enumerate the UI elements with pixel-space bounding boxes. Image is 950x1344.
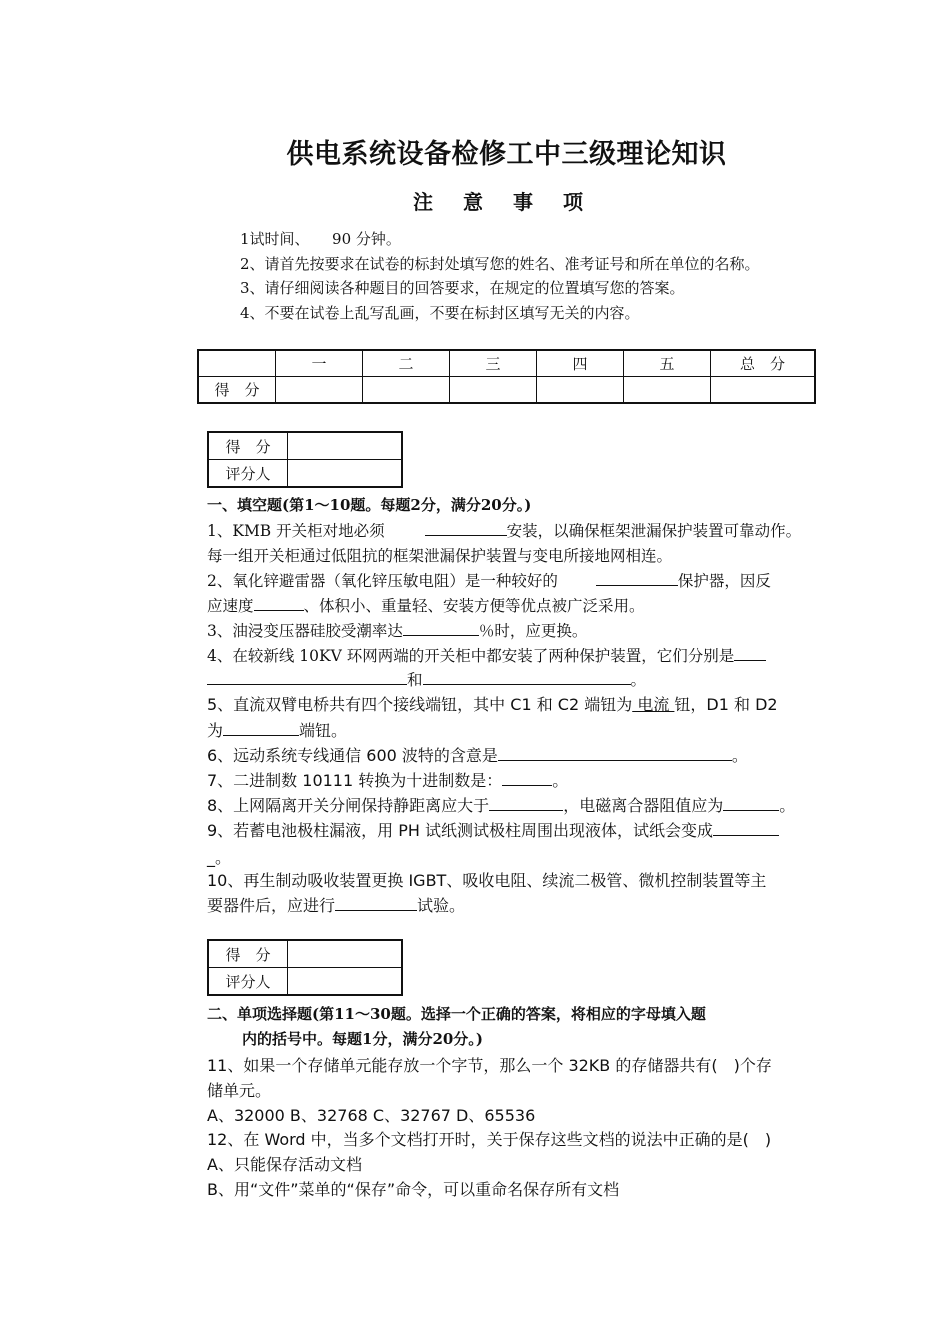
q10-text-c: 试验。 <box>417 896 466 915</box>
q5-line-2 <box>207 718 347 741</box>
grader-name-cell[interactable] <box>288 460 403 488</box>
q11-options: A、32000 B、32768 C、32767 D、65536 <box>207 1106 536 1125</box>
section-2-heading-2: 内的括号中。每题1分，满分20分。) <box>242 1030 483 1048</box>
grader-2-score-label: 得 分 <box>208 940 288 968</box>
q10-line-1: 10、再生制动吸收装置更换 IGBT、吸收电阻、续流二极管、微机控制装置等主 <box>207 871 767 890</box>
q5-answer: 电流 <box>632 695 675 714</box>
q8-text-c: 。 <box>779 796 796 815</box>
q2-line-1 <box>207 569 771 591</box>
q6-line <box>207 743 748 766</box>
q4-text-a: 4、在较新线 10KV 环网两端的开关柜中都安装了两种保护装置，它们分别是 <box>207 647 735 665</box>
q9-line-2: _。 <box>207 848 232 867</box>
q10-line-2 <box>207 893 465 916</box>
score-row-label: 得 分 <box>198 377 276 404</box>
q6-blank[interactable] <box>498 746 732 761</box>
q12-line: 12、在 Word 中，当多个文档打开时，关于保存这些文档的说法中正确的是( ) <box>207 1130 772 1149</box>
score-header-5: 五 <box>624 350 711 377</box>
q4-blank-1b[interactable] <box>207 670 407 685</box>
grader-table-2 <box>207 939 403 996</box>
q2-text-b: 保护器，因反 <box>677 572 771 590</box>
grader-score-cell[interactable] <box>288 432 403 460</box>
q3-text-a: 3、油浸变压器硅胶受潮率达 <box>207 622 403 640</box>
notice-heading: 注意事项 <box>413 190 613 214</box>
section-1-heading: 一、填空题(第1～10题。每题2分，满分20分。) <box>207 496 532 514</box>
q8-blank-1[interactable] <box>489 796 563 811</box>
q10-text-b: 要器件后，应进行 <box>207 896 336 915</box>
q5-text-a: 5、直流双臂电桥共有四个接线端钮，其中 C1 和 C2 端钮为 <box>207 695 633 714</box>
q2-text-c: 应速度 <box>207 597 254 615</box>
q3-line <box>207 619 587 641</box>
score-cell-2[interactable] <box>363 377 450 404</box>
q2-text-d: 、体积小、重量轻、安装方便等优点被广泛采用。 <box>303 597 645 615</box>
page-title: 供电系统设备检修工中三级理论知识 <box>286 139 727 170</box>
score-cell-3[interactable] <box>450 377 537 404</box>
q9-text-a: 9、若蓄电池极柱漏液，用 PH 试纸测试极柱周围出现液体，试纸会变成 <box>207 821 714 840</box>
q2-blank-1[interactable] <box>596 571 678 586</box>
q1-line-2: 每一组开关柜通过低阻抗的框架泄漏保护装置与变电所接地网相连。 <box>207 547 673 565</box>
score-cell-1[interactable] <box>276 377 363 404</box>
q7-text-b: 。 <box>552 771 569 790</box>
notice-line-3: 3、请仔细阅读各种题目的回答要求，在规定的位置填写您的答案。 <box>240 279 685 297</box>
q4-line-2 <box>207 668 646 690</box>
q8-line <box>207 793 795 816</box>
score-cell-4[interactable] <box>537 377 624 404</box>
q3-blank[interactable] <box>403 621 479 636</box>
q6-text-a: 6、远动系统专线通信 600 波特的含意是 <box>207 746 498 765</box>
q4-text-b: 和 <box>407 671 423 689</box>
score-header-blank <box>198 350 276 377</box>
q8-text-b: ，电磁离合器阻值应为 <box>563 796 724 815</box>
score-table <box>197 349 816 404</box>
grader-2-score-cell[interactable] <box>288 940 403 968</box>
q9-line-1 <box>207 818 779 841</box>
q5-text-b: 钮，D1 和 D2 <box>674 695 778 714</box>
q7-line <box>207 768 568 791</box>
q4-text-c: 。 <box>630 671 647 689</box>
notice-line-2: 2、请首先按要求在试卷的标封处填写您的姓名、准考证号和所在单位的名称。 <box>240 255 760 273</box>
q6-text-b: 。 <box>731 746 748 765</box>
q1-blank[interactable] <box>425 521 507 536</box>
score-header-2: 二 <box>363 350 450 377</box>
q2-text-a: 2、氧化锌避雷器（氧化锌压敏电阻）是一种较好的 <box>207 572 558 590</box>
q7-text-a: 7、二进制数 10111 转换为十进制数是： <box>207 771 503 790</box>
q2-line-2 <box>207 594 645 616</box>
score-cell-5[interactable] <box>624 377 711 404</box>
score-cell-total[interactable] <box>711 377 816 404</box>
grader-score-label: 得 分 <box>208 432 288 460</box>
q4-blank-2[interactable] <box>423 670 631 685</box>
q1-line-1 <box>207 519 801 541</box>
q9-blank[interactable] <box>713 821 779 836</box>
score-header-3: 三 <box>450 350 537 377</box>
q1-text-a: 1、KMB 开关柜对地必须 <box>207 522 385 540</box>
notice-line-1: 1试时间、 90 分钟。 <box>240 230 401 248</box>
grader-name-label: 评分人 <box>208 460 288 488</box>
section-2-heading-1: 二、单项选择题(第11～30题。选择一个正确的答案，将相应的字母填入题 <box>207 1005 706 1023</box>
q2-blank-2[interactable] <box>254 596 304 611</box>
q5-text-d: 端钮。 <box>299 721 348 740</box>
q7-blank[interactable] <box>502 771 552 786</box>
q5-blank[interactable] <box>223 721 299 736</box>
q8-blank-2[interactable] <box>723 796 779 811</box>
grader-2-name-cell[interactable] <box>288 968 403 996</box>
q1-text-b: 安装，以确保框架泄漏保护装置可靠动作。 <box>506 522 802 540</box>
q11-line-2: 储单元。 <box>207 1081 272 1100</box>
q12-option-a: A、只能保存活动文档 <box>207 1155 362 1174</box>
q12-option-b: B、用“文件”菜单的“保存”命令，可以重命名保存所有文档 <box>207 1180 620 1199</box>
q5-line-1 <box>207 692 778 715</box>
grader-2-name-label: 评分人 <box>208 968 288 996</box>
q4-blank-1a[interactable] <box>734 646 766 661</box>
q3-text-b: ％时，应更换。 <box>478 622 588 640</box>
q10-blank[interactable] <box>335 896 417 911</box>
q11-line-1: 11、如果一个存储单元能存放一个字节，那么一个 32KB 的存储器共有( )个存 <box>207 1056 772 1075</box>
notice-line-4: 4、不要在试卷上乱写乱画，不要在标封区填写无关的内容。 <box>240 304 640 322</box>
q4-line-1 <box>207 644 766 666</box>
score-header-1: 一 <box>276 350 363 377</box>
q8-text-a: 8、上网隔离开关分闸保持静距离应大于 <box>207 796 490 815</box>
grader-table-1 <box>207 431 403 488</box>
q5-text-c: 为 <box>207 721 224 740</box>
score-header-4: 四 <box>537 350 624 377</box>
score-header-total: 总 分 <box>711 350 816 377</box>
